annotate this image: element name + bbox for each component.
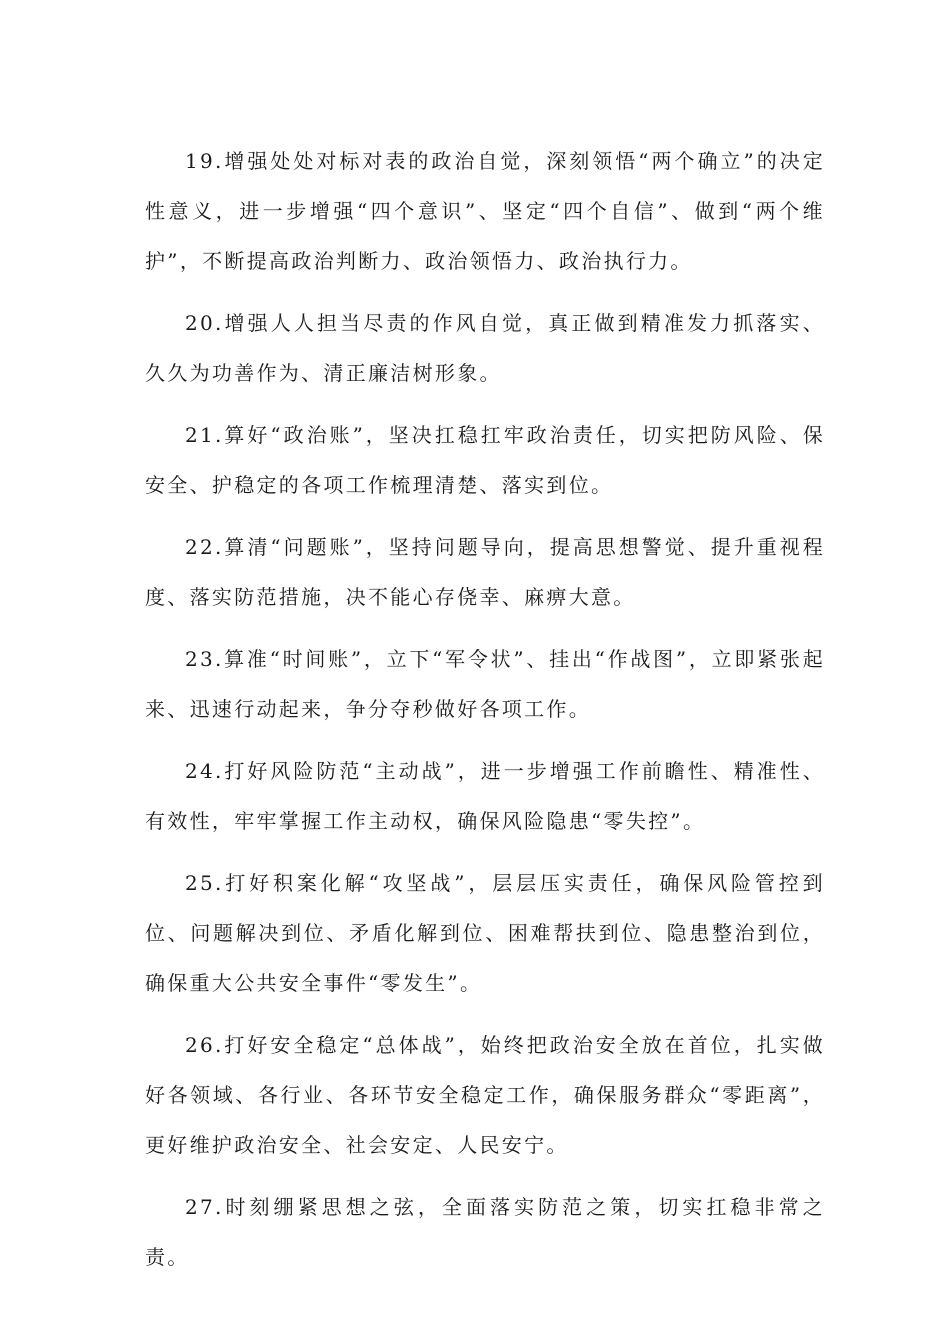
paragraph-21: 21.算好“政治账”，坚决扛稳扛牢政治责任，切实把防风险、保安全、护稳定的各项工作梳理清楚、落实到位。 (145, 423, 825, 497)
paragraph-20: 20.增强人人担当尽责的作风自觉，真正做到精准发力抓落实、久久为功善作为、清正廉洁树形象。 (145, 311, 825, 385)
paragraph-25: 25.打好积案化解“攻坚战”，层层压实责任，确保风险管控到位、问题解决到位、矛盾化解到位、困难帮扶到位、隐患整治到位，确保重大公共安全事件“零发生”。 (145, 871, 825, 995)
paragraph-26: 26.打好安全稳定“总体战”，始终把政治安全放在首位，扎实做好各领域、各行业、各环节安全稳定工作，确保服务群众“零距离”，更好维护政治安全、社会安定、人民安宁。 (145, 1033, 825, 1157)
paragraph-23: 23.算准“时间账”，立下“军令状”、挂出“作战图”，立即紧张起来、迅速行动起来，争分夺秒做好各项工作。 (145, 647, 825, 721)
paragraph-27: 27.时刻绷紧思想之弦，全面落实防范之策，切实扛稳非常之责。 (145, 1195, 825, 1269)
paragraph-19: 19.增强处处对标对表的政治自觉，深刻领悟“两个确立”的决定性意义，进一步增强“四个意识”、坚定“四个自信”、做到“两个维护”，不断提高政治判断力、政治领悟力、政治执行力。 (145, 149, 825, 273)
paragraph-24: 24.打好风险防范“主动战”，进一步增强工作前瞻性、精准性、有效性，牢牢掌握工作主动权，确保风险隐患“零失控”。 (145, 759, 825, 833)
paragraph-22: 22.算清“问题账”，坚持问题导向，提高思想警觉、提升重视程度、落实防范措施，决不能心存侥幸、麻痹大意。 (145, 535, 825, 609)
document-body (145, 136, 825, 1282)
